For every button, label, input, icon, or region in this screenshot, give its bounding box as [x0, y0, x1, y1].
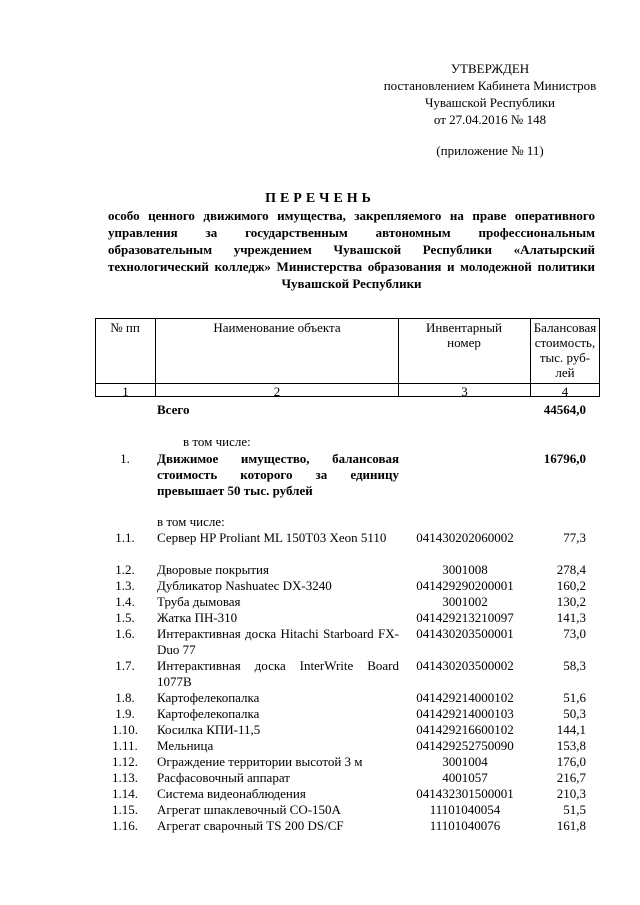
- row-name: Дубликатор Nashuatec DX-3240: [157, 578, 332, 593]
- row-num: 1.16.: [112, 818, 138, 833]
- row-name: Сервер HP Proliant ML 150T03 Xeon 5110: [157, 530, 387, 545]
- row-num: 1.2.: [115, 562, 135, 577]
- row-cost: 50,3: [563, 706, 586, 721]
- approved-line-3: от 27.04.2016 № 148: [433, 112, 547, 127]
- row-cost: 51,5: [563, 802, 586, 817]
- row-cost: 144,1: [556, 722, 586, 737]
- approval-block: [360, 60, 620, 128]
- row-inv: 4001057: [442, 770, 488, 785]
- row-num: 1.10.: [112, 722, 138, 737]
- row-inv: 041430203500002: [416, 658, 514, 673]
- row-cost: 176,0: [556, 754, 586, 769]
- row-cost: 51,6: [563, 690, 586, 705]
- row-num: 1.3.: [115, 578, 135, 593]
- row-cost: 161,8: [556, 818, 586, 833]
- row-num: 1.12.: [112, 754, 138, 769]
- row-cost: 216,7: [556, 770, 586, 785]
- header-name: Наименование объекта: [213, 320, 341, 335]
- row-cost: 153,8: [556, 738, 586, 753]
- row-cost: 58,3: [563, 658, 586, 673]
- row-name: Дворовые покрытия: [157, 562, 269, 577]
- group-num: 1.: [120, 451, 130, 466]
- row-cost: 210,3: [556, 786, 586, 801]
- approved-line-2: Чувашской Республики: [424, 95, 556, 110]
- row-name: Агрегат сварочный TS 200 DS/CF: [157, 818, 344, 833]
- row-name: Жатка ПН-310: [157, 610, 238, 625]
- row-cost: 130,2: [556, 594, 586, 609]
- row-num: 1.13.: [112, 770, 138, 785]
- row-name: Труба дымовая: [157, 594, 241, 609]
- document-title: ПЕРЕЧЕНЬ: [265, 191, 375, 206]
- col-number-2: 2: [273, 384, 281, 399]
- annex-label: (приложение № 11): [436, 143, 544, 158]
- header-inv: Инвентарный номер: [426, 320, 502, 350]
- row-name: Мельница: [157, 738, 214, 753]
- row-inv: 041429216600102: [416, 722, 514, 737]
- row-cost: 160,2: [556, 578, 586, 593]
- row-num: 1.5.: [115, 610, 135, 625]
- row-inv: 3001002: [442, 594, 488, 609]
- row-name: Ограждение территории высотой 3 м: [157, 754, 363, 769]
- col-number-1: 1: [122, 384, 129, 399]
- row-inv: 041432301500001: [416, 786, 514, 801]
- total-label: Всего: [157, 402, 190, 417]
- row-cost: 73,0: [563, 626, 586, 641]
- row-inv: 11101040076: [429, 818, 501, 833]
- header-cost: Балансовая стоимость, тыс. руб-лей: [533, 320, 597, 380]
- col-number-3: 3: [461, 384, 468, 399]
- approved-line-1: постановлением Кабинета Министров: [383, 78, 597, 93]
- document-subtitle: особо ценного движимого имущества, закрепляемого на праве оперативного управления за государственным автономным профессиональным образовательным учреждением Чувашской Республики «Алатырский технологический колледж» Министерства образования и молодежной политики Чувашской Республики: [108, 208, 595, 291]
- row-name: Агрегат шпаклевочный СО-150А: [157, 802, 341, 817]
- row-inv: 041430203500001: [416, 626, 514, 641]
- row-cost: 278,4: [556, 562, 586, 577]
- row-num: 1.15.: [112, 802, 138, 817]
- approved-label: УТВЕРЖДЕН: [450, 61, 530, 76]
- row-name: Расфасовочный аппарат: [157, 770, 290, 785]
- row-inv: 3001008: [442, 562, 488, 577]
- row-num: 1.6.: [115, 626, 135, 641]
- row-inv: 041429252750090: [416, 738, 514, 753]
- row-name: Интерактивная доска Hitachi Starboard FX-Duo 77: [157, 626, 399, 657]
- row-num: 1.4.: [115, 594, 135, 609]
- row-inv: 041429290200001: [416, 578, 514, 593]
- row-inv: 3001004: [442, 754, 488, 769]
- row-num: 1.1.: [115, 530, 135, 545]
- row-name: Косилка КПИ-11,5: [157, 722, 261, 737]
- row-name: Картофелекопалка: [157, 690, 260, 705]
- row-cost: 77,3: [563, 530, 586, 545]
- group-value: 16796,0: [543, 451, 586, 466]
- total-value: 44564,0: [543, 402, 586, 417]
- row-num: 1.14.: [112, 786, 138, 801]
- group-name: Движимое имущество, балансовая стоимость которого за единицу превышает 50 тыс. рублей: [157, 451, 399, 498]
- row-name: Система видеонаблюдения: [157, 786, 306, 801]
- header-num: № пп: [110, 320, 140, 335]
- col-number-4: 4: [561, 384, 569, 399]
- row-num: 1.7.: [115, 658, 135, 673]
- row-inv: 041430202060002: [416, 530, 514, 545]
- row-name: Интерактивная доска InterWrite Board 1077B: [157, 658, 399, 689]
- row-inv: 11101040054: [429, 802, 501, 817]
- row-inv: 041429213210097: [416, 610, 514, 625]
- row-num: 1.11.: [112, 738, 138, 753]
- row-num: 1.9.: [115, 706, 135, 721]
- row-inv: 041429214000102: [416, 690, 514, 705]
- row-inv: 041429214000103: [416, 706, 514, 721]
- row-cost: 141,3: [556, 610, 586, 625]
- row-num: 1.8.: [115, 690, 135, 705]
- including-label: в том числе:: [157, 514, 225, 529]
- row-name: Картофелекопалка: [157, 706, 260, 721]
- including-label: в том числе:: [183, 434, 251, 449]
